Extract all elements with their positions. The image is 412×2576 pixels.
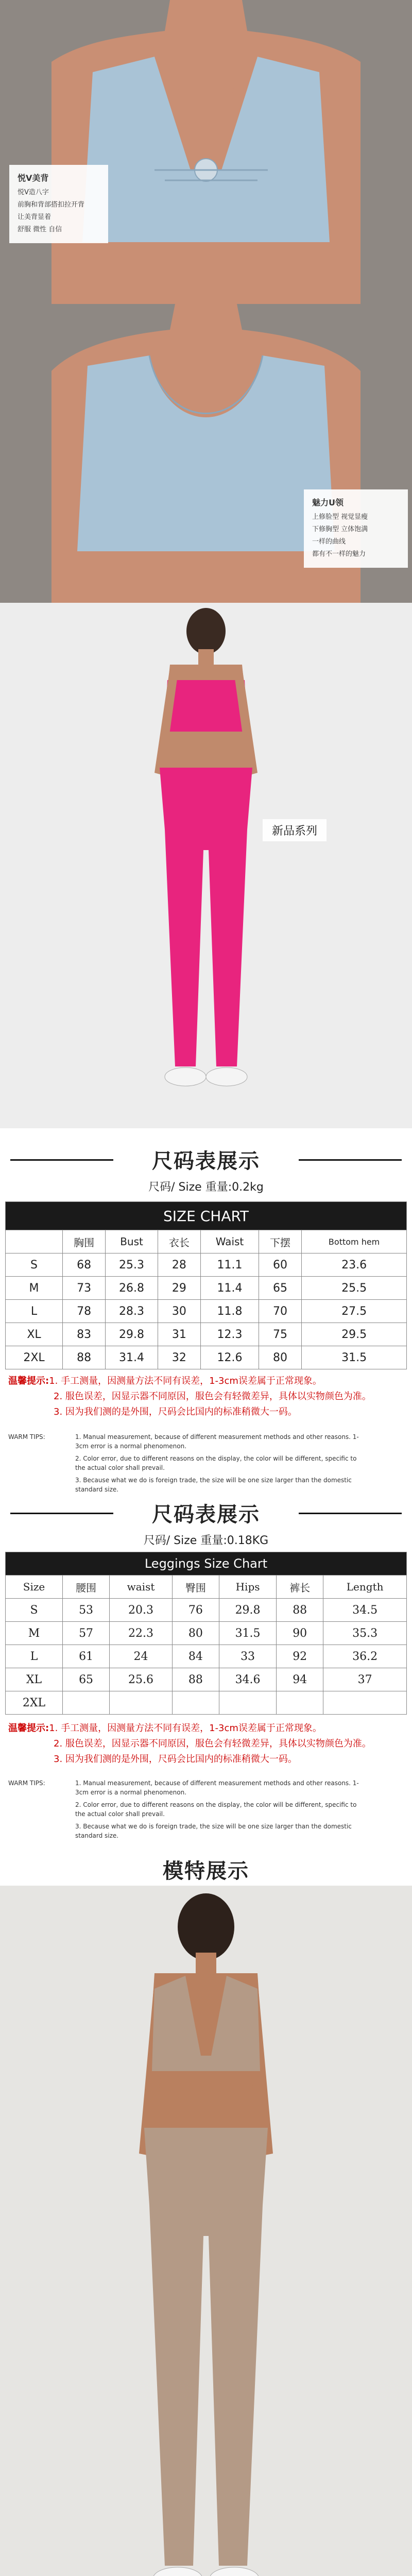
table-cell: 28 [158,1253,200,1277]
table-cell: 88 [277,1599,323,1622]
table-cell: L [6,1645,63,1668]
warning-block-1 [8,1374,405,1420]
model-heading [0,1855,412,1884]
warning-label: 温馨提示: [8,1723,49,1734]
feature-note-v-back [9,165,108,243]
table-cell [277,1691,323,1715]
table-cell: 73 [63,1277,106,1300]
size-chart-1-heading [0,1145,412,1194]
table-cell: 11.8 [201,1300,259,1323]
warm-tips-label: WARM TIPS: [8,1433,45,1440]
feature-line: 舒服 微性 自信 [18,226,62,233]
table-header-cell: Bottom hem [302,1230,407,1253]
table-header-cell [6,1230,63,1253]
table-cell: 2XL [6,1346,63,1369]
warning-line: 3. 因为我们测的是外围，尺码会比国内的标准稍微大一码。 [54,1406,297,1417]
table-row [6,1599,407,1622]
table-cell: 29.8 [106,1323,158,1346]
warning-line: 1. 手工测量，因测量方法不同有误差，1-3cm误差属于正常现象。 [49,1376,322,1386]
table-cell: 75 [259,1323,301,1346]
table-cell: 29 [158,1277,200,1300]
table-cell: 78 [63,1300,106,1323]
selling-point-photo-2 [0,304,412,603]
size-chart-1-subtitle: 尺码/ Size 重量:0.2kg [148,1181,264,1194]
warning-line: 3. 因为我们测的是外围，尺码会比国内的标准稍微大一码。 [54,1754,297,1765]
table-cell: XL [6,1323,63,1346]
warm-tip-item: 1. Manual measurement, because of different measurement methods and other reasons. 1-3cm error is a normal phenomenon. [75,1780,359,1796]
table-header-cell: 臀围 [172,1575,219,1599]
table-row [6,1253,407,1277]
warning-line: 2. 服色误差，因显示器不同原因，服色会有轻微差异，具体以实物颜色为准。 [54,1738,371,1749]
table-cell: S [6,1599,63,1622]
table-cell: 70 [259,1300,301,1323]
table-cell: 25.5 [302,1277,407,1300]
table-header-row [6,1230,407,1253]
table-cell: 32 [158,1346,200,1369]
back-view-illustration [0,0,412,304]
table-cell: 11.1 [201,1253,259,1277]
table-cell: 80 [172,1622,219,1645]
warm-tip-item: 2. Color error, due to different reasons on the display, the color will be different, specific to the actual color shall prevail. [75,1801,357,1818]
table-cell: 65 [63,1668,110,1691]
table-row [6,1323,407,1346]
table-row [6,1645,407,1668]
table-cell: 90 [277,1622,323,1645]
table-cell: 92 [277,1645,323,1668]
table-cell: 83 [63,1323,106,1346]
table-cell: 12.6 [201,1346,259,1369]
table-cell: 31.5 [302,1346,407,1369]
warm-tips-label: WARM TIPS: [8,1780,45,1787]
table-header-cell: 裤长 [277,1575,323,1599]
table-row [6,1346,407,1369]
feature-line: 让美背显着 [18,213,52,221]
size-chart-1-caption: SIZE CHART [6,1202,407,1230]
table-cell: 60 [259,1253,301,1277]
table-cell: M [6,1622,63,1645]
table-cell: 84 [172,1645,219,1668]
selling-point-photo-1 [0,0,412,304]
size-chart-2-title: 尺码表展示 [152,1503,260,1527]
table-cell: 27.5 [302,1300,407,1323]
size-chart-2-caption: Leggings Size Chart [6,1552,407,1575]
table-header-cell: 下摆 [259,1230,301,1253]
model-back-illustration [0,1886,412,2576]
warm-tip-item: 1. Manual measurement, because of different measurement methods and other reasons. 1-3cm error is a normal phenomenon. [75,1433,359,1450]
feature-line: 上修脸型 视觉显瘦 [312,513,368,521]
warm-tips-2 [8,1778,405,1840]
feature-line: 都有不一样的魅力 [312,550,366,558]
warm-tip-item: 3. Because what we do is foreign trade, the size will be one size larger than the domestic standard size. [75,1477,352,1493]
table-cell: 11.4 [201,1277,259,1300]
table-header-cell: Length [323,1575,407,1599]
warning-line: 2. 服色误差，因显示器不同原因，服色会有轻微差异，具体以实物颜色为准。 [54,1391,371,1402]
table-cell: 22.3 [110,1622,173,1645]
table-cell: 33 [219,1645,277,1668]
table-cell [110,1691,173,1715]
table-cell: 53 [63,1599,110,1622]
table-header-cell: Waist [201,1230,259,1253]
table-cell: 25.6 [110,1668,173,1691]
table-cell [323,1691,407,1715]
feature-line: 悦V造八字 [18,189,49,196]
table-cell: 31.4 [106,1346,158,1369]
table-cell: 76 [172,1599,219,1622]
table-cell: 35.3 [323,1622,407,1645]
warning-label: 温馨提示: [8,1376,49,1386]
table-cell: 94 [277,1668,323,1691]
table-cell [63,1691,110,1715]
table-row [6,1277,407,1300]
table-cell: 23.6 [302,1253,407,1277]
table-cell: M [6,1277,63,1300]
table-row [6,1622,407,1645]
table-cell [172,1691,219,1715]
new-series-tag: 新品系列 [263,819,327,841]
table-cell: 36.2 [323,1645,407,1668]
table-cell: 26.8 [106,1277,158,1300]
table-cell: 34.6 [219,1668,277,1691]
table-row [6,1300,407,1323]
table-cell: 29.5 [302,1323,407,1346]
table-cell: 31 [158,1323,200,1346]
size-chart-1-title: 尺码表展示 [152,1149,260,1173]
table-cell: 2XL [6,1691,63,1715]
feature-note-title: 悦V美背 [18,173,49,183]
table-cell: 57 [63,1622,110,1645]
table-header-cell: waist [110,1575,173,1599]
table-cell: 61 [63,1645,110,1668]
table-cell: 28.3 [106,1300,158,1323]
feature-line: 前胸和背部搭扣拉开背 [18,201,85,209]
warm-tips-1 [8,1432,405,1494]
model-photo-1 [0,1886,412,2576]
table-header-row [6,1575,407,1599]
table-cell: 65 [259,1277,301,1300]
table-cell: 30 [158,1300,200,1323]
table-cell: 37 [323,1668,407,1691]
pink-set-illustration [0,603,412,1128]
warning-block-2 [8,1721,405,1767]
table-cell: 24 [110,1645,173,1668]
table-cell: 29.8 [219,1599,277,1622]
table-cell: XL [6,1668,63,1691]
warning-line: 1. 手工测量，因测量方法不同有误差，1-3cm误差属于正常现象。 [49,1723,322,1734]
size-chart-2-table [5,1552,407,1715]
table-cell: 25.3 [106,1253,158,1277]
table-cell: S [6,1253,63,1277]
table-header-cell: 胸围 [63,1230,106,1253]
table-cell: 31.5 [219,1622,277,1645]
table-cell: 20.3 [110,1599,173,1622]
table-cell: L [6,1300,63,1323]
table-cell: 12.3 [201,1323,259,1346]
feature-note-title: 魅力U领 [312,498,344,507]
warm-tip-item: 3. Because what we do is foreign trade, the size will be one size larger than the domestic standard size. [75,1823,352,1839]
table-header-cell: 腰围 [63,1575,110,1599]
size-chart-2-subtitle: 尺码/ Size 重量:0.18KG [143,1534,269,1547]
table-cell: 88 [63,1346,106,1369]
table-row [6,1691,407,1715]
feature-line: 下修胸型 立体饱满 [312,526,368,533]
table-header-cell: Hips [219,1575,277,1599]
table-cell: 80 [259,1346,301,1369]
feature-note-u-neck [304,489,408,568]
table-cell: 68 [63,1253,106,1277]
model-title: 模特展示 [163,1859,249,1883]
table-row [6,1668,407,1691]
new-product-photo [0,603,412,1128]
table-cell [219,1691,277,1715]
size-chart-1-table [5,1201,407,1369]
feature-line: 一样的曲线 [312,538,346,546]
warm-tip-item: 2. Color error, due to different reasons on the display, the color will be different, specific to the actual color shall prevail. [75,1455,357,1471]
table-header-cell: Size [6,1575,63,1599]
table-cell: 34.5 [323,1599,407,1622]
table-cell: 88 [172,1668,219,1691]
size-chart-2-heading [0,1498,412,1548]
table-header-cell: Bust [106,1230,158,1253]
table-header-cell: 衣长 [158,1230,200,1253]
